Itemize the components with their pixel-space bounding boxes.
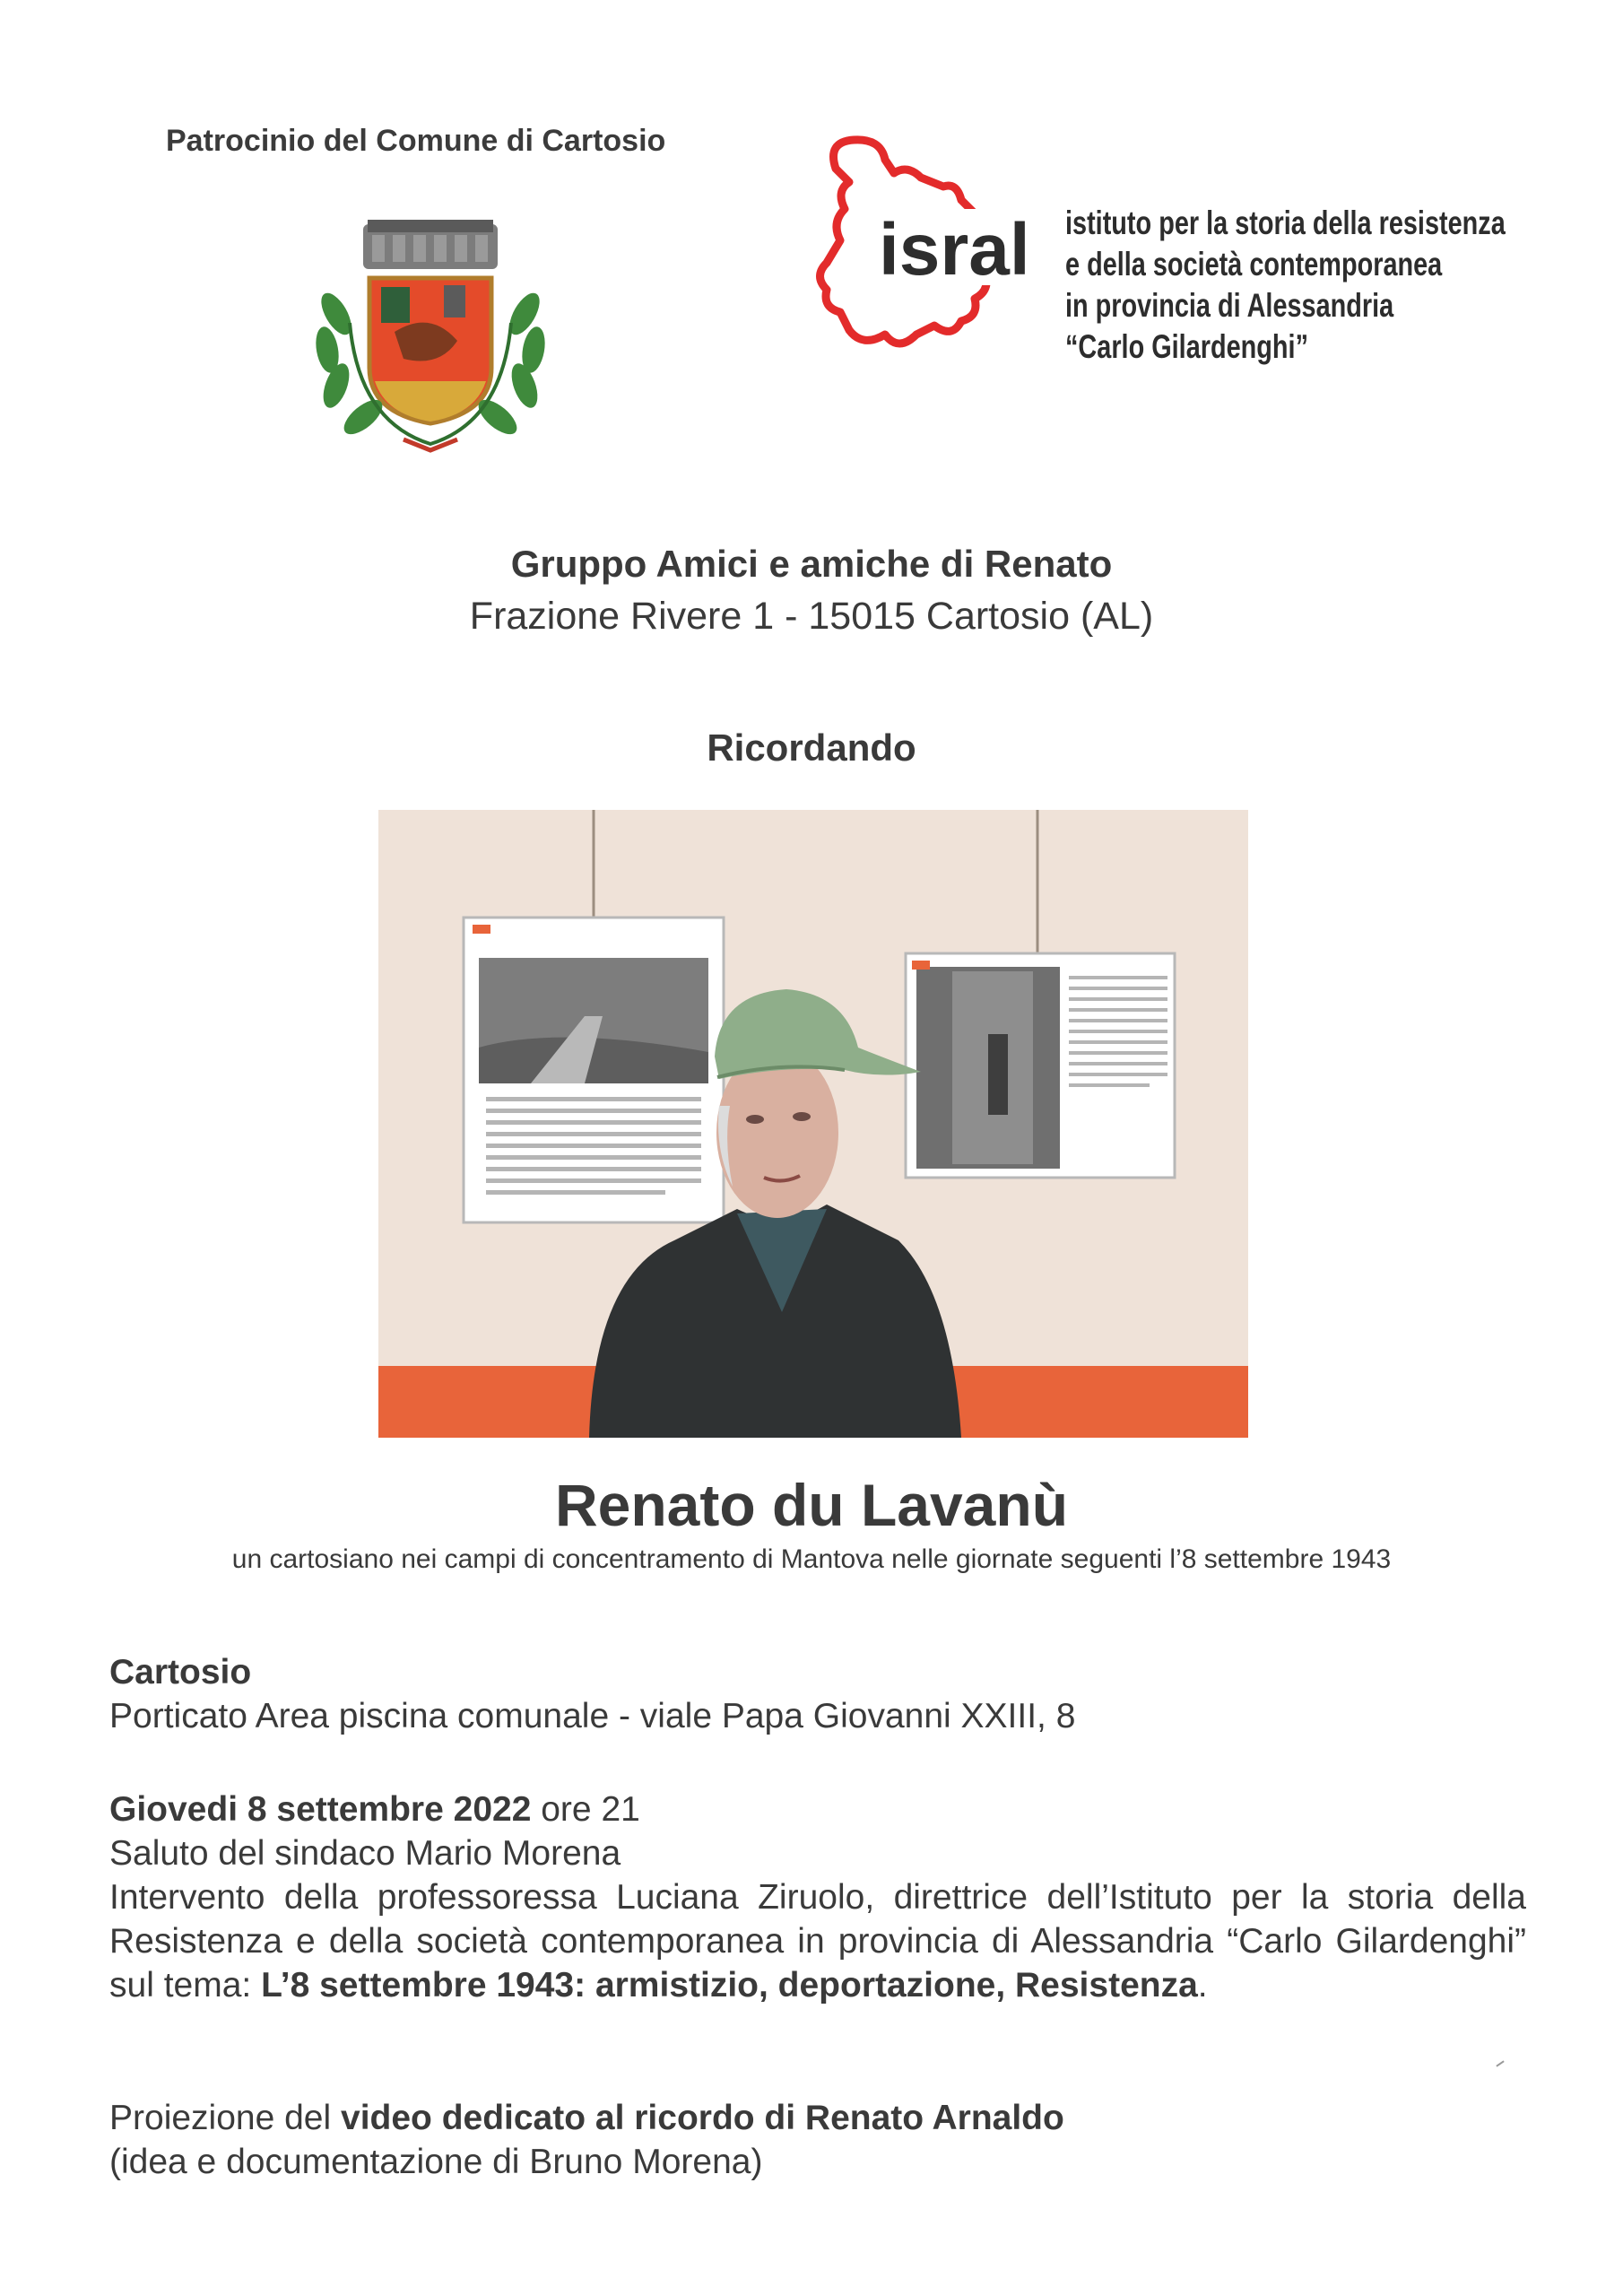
location-venue: Porticato Area piscina comunale - viale Papa Giovanni XXIII, 8 (109, 1697, 1076, 1735)
location-town: Cartosio (109, 1653, 252, 1692)
event-datetime (109, 1787, 1526, 1831)
isral-line: istituto per la storia della resistenza (1065, 204, 1506, 241)
event-subtitle: un cartosiano nei campi di concentramento di Mantova nelle giornate seguenti l’8 settembre 1943 (231, 1544, 1392, 1574)
event-talk (109, 1875, 1526, 2007)
video-line (109, 2096, 1526, 2140)
patrocinio-label: Patrocinio del Comune di Cartosio (166, 124, 666, 158)
isral-line: in provincia di Alessandria (1065, 287, 1394, 324)
video-title: video dedicato al ricordo di Renato Arnaldo (341, 2099, 1064, 2137)
event-talk-end: . (1197, 1966, 1208, 2005)
isral-line: e della società contemporanea (1065, 246, 1443, 283)
intro-label: Ricordando (707, 726, 916, 769)
isral-logo-text: isral (879, 209, 1030, 291)
organizer-name: Gruppo Amici e amiche di Renato (510, 543, 1113, 585)
renato-portrait-photo (378, 810, 1248, 1438)
event-title: Renato du Lavanù (554, 1472, 1069, 1538)
isral-line: “Carlo Gilardenghi” (1065, 328, 1309, 365)
video-prefix: Proiezione del (109, 2099, 341, 2137)
event-talk-intro: Intervento della professoressa Luciana Ziruolo, direttrice dell’Istituto per la storia della Resistenza e della società contemporanea in provincia di Alessandria “Carlo Gilardenghi” sul tema: (109, 1878, 1526, 2005)
video-block (109, 2096, 1526, 2184)
scan-mark (1496, 2060, 1504, 2066)
organizer-address: Frazione Rivere 1 - 15015 Cartosio (AL) (469, 595, 1154, 638)
cartosio-crest-logo (296, 215, 565, 462)
isral-institute-name (1065, 203, 1506, 368)
isral-map-logo (800, 133, 1069, 366)
event-date: Giovedi 8 settembre 2022 (109, 1790, 532, 1829)
event-talk-theme: L’8 settembre 1943: armistizio, deportazione, Resistenza (261, 1966, 1198, 2005)
location-block (109, 1650, 1526, 1738)
video-credit: (idea e documentazione di Bruno Morena) (109, 2143, 763, 2181)
event-details (109, 1787, 1526, 2007)
event-greeting: Saluto del sindaco Mario Morena (109, 1834, 621, 1873)
event-time: ore 21 (531, 1790, 640, 1829)
